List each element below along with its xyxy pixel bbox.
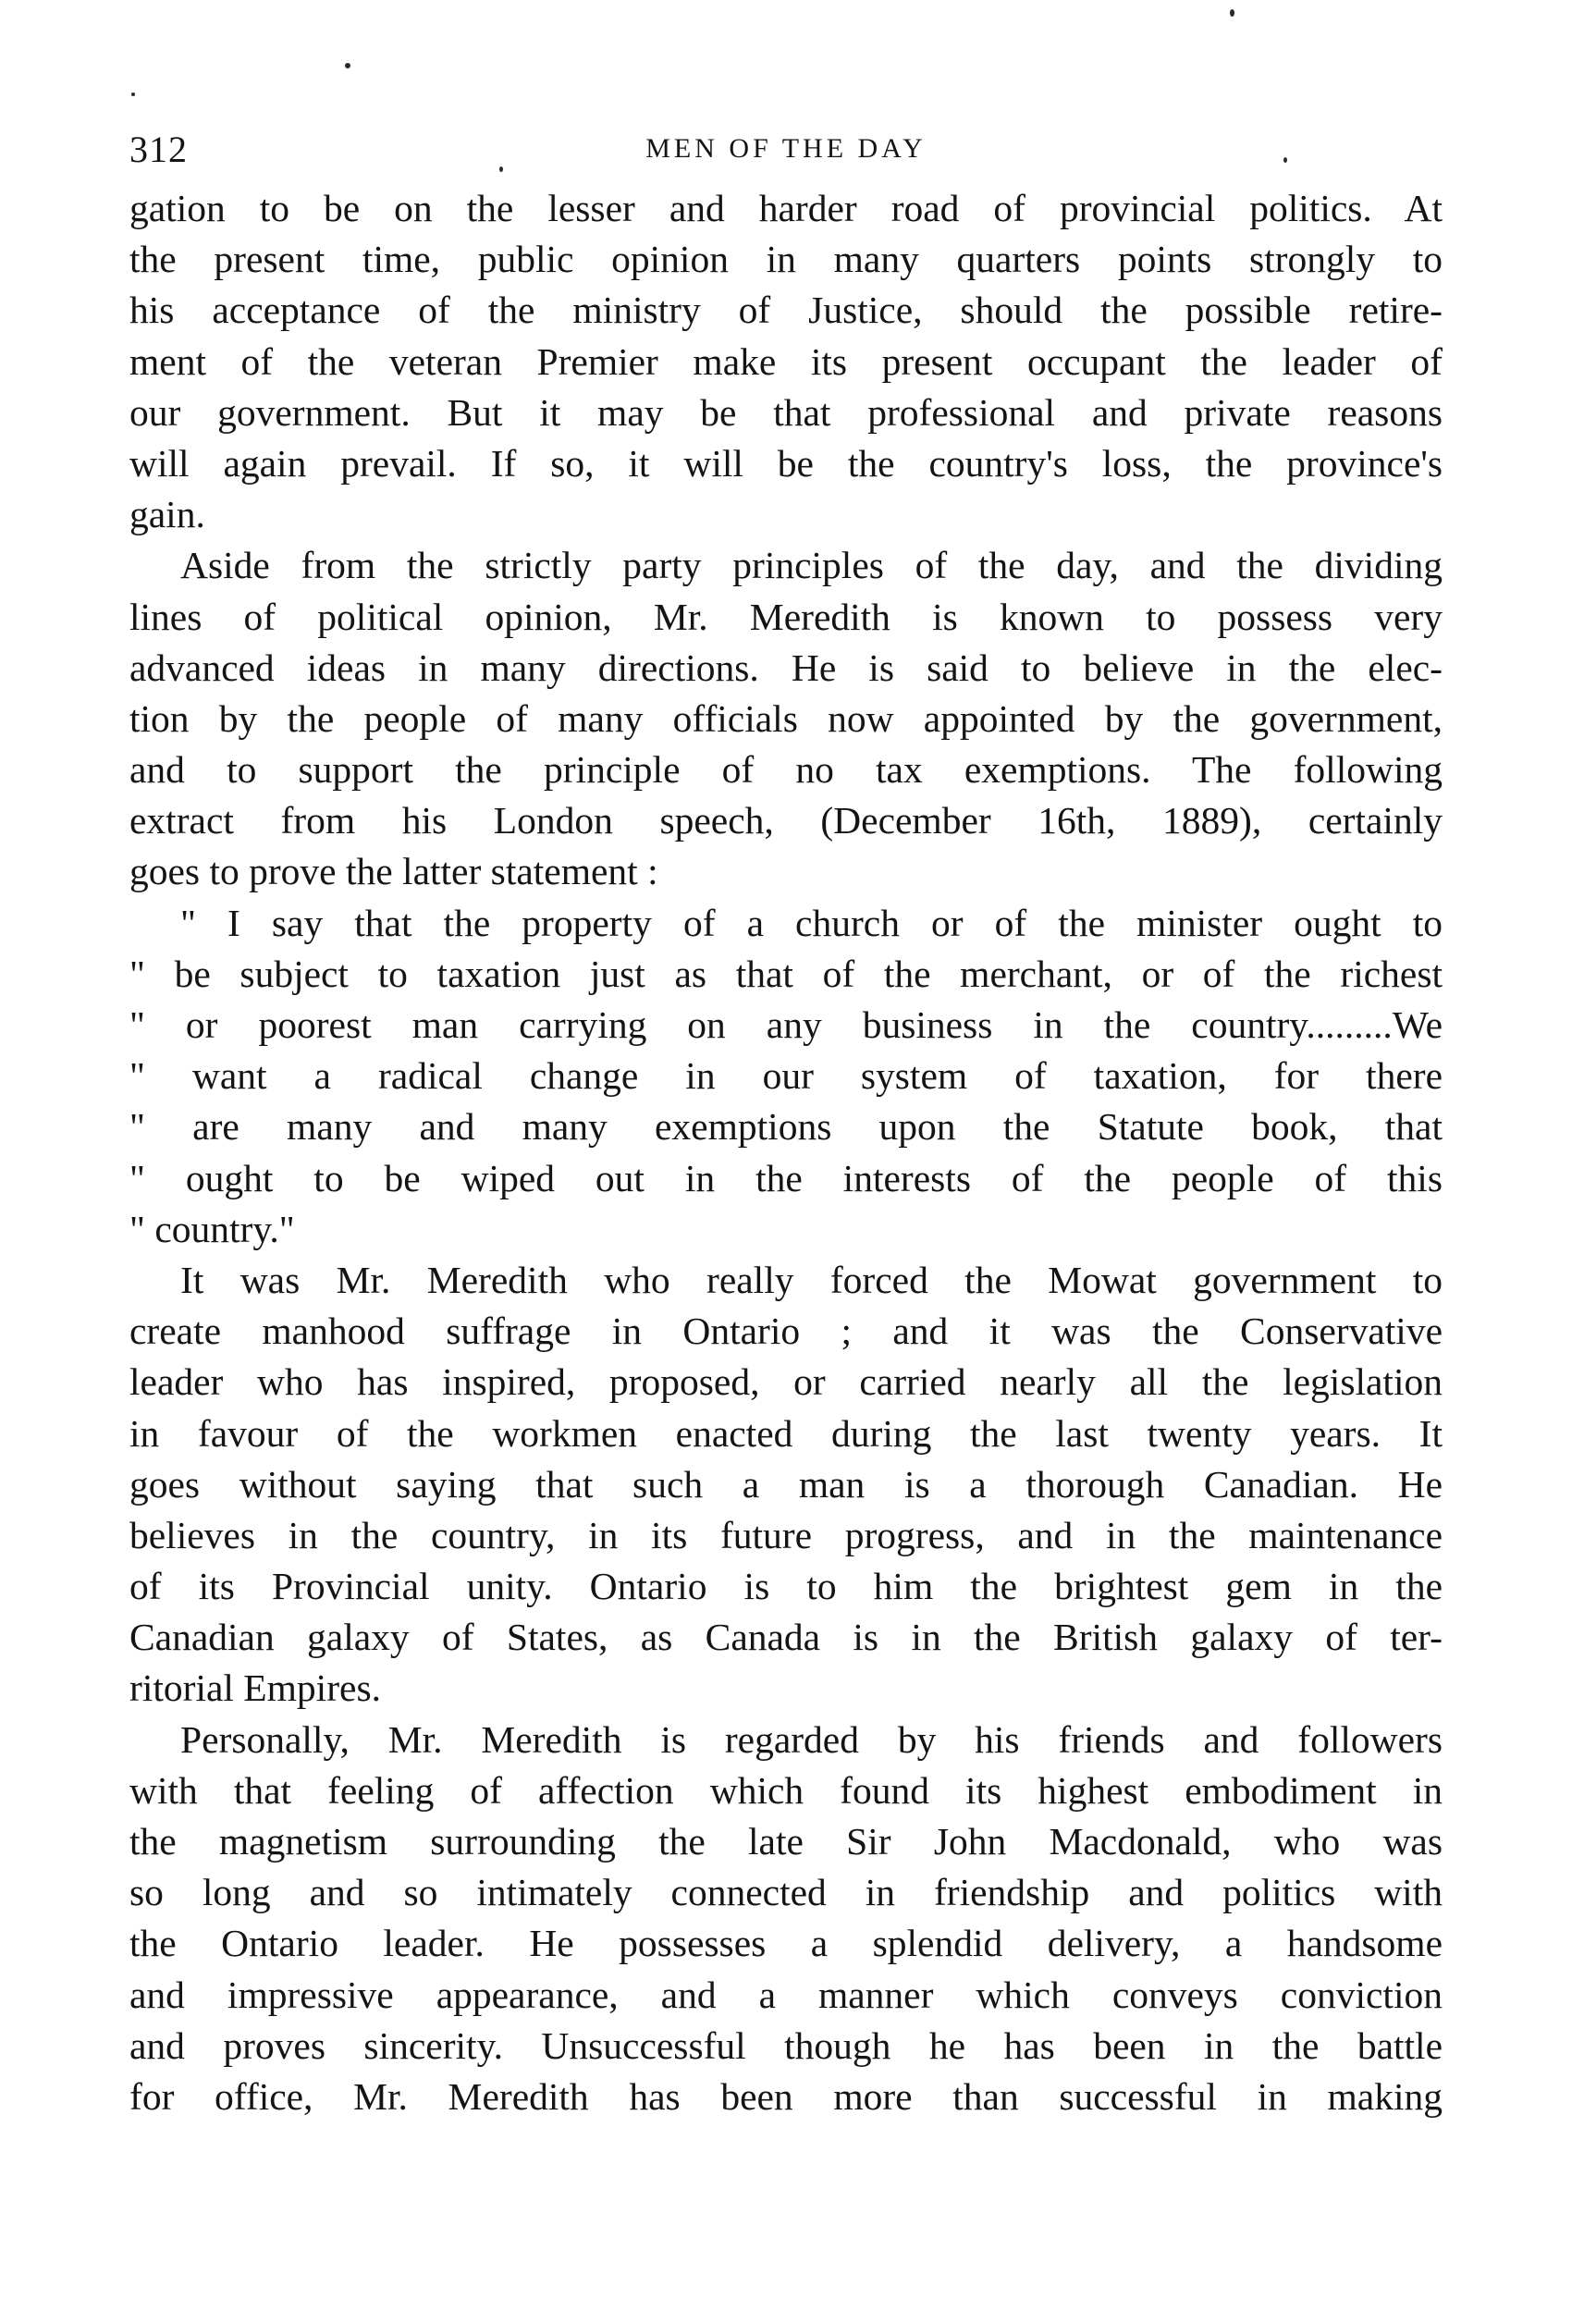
- text-line: Personally, Mr. Meredith is regarded by his friends and followers: [180, 1717, 1443, 1761]
- text-line: so long and so intimately connected in friendship and politics with: [129, 1871, 1443, 1914]
- running-head: [129, 111, 1443, 176]
- text-line: believes in the country, in its future progress, and in the maintenance: [129, 1513, 1443, 1556]
- scan-speck: [1230, 9, 1234, 17]
- text-line: " I say that the property of a church or of the minister ought to: [180, 901, 1443, 944]
- text-line: " be subject to taxation just as that of the merchant, or of the richest: [129, 952, 1443, 995]
- text-line: " or poorest man carrying on any business in the country.........We: [129, 1003, 1443, 1046]
- text-line: the Ontario leader. He possesses a splendid delivery, a handsome: [129, 1922, 1443, 1965]
- text-line: extract from his London speech, (December 16th, 1889), certainly: [129, 799, 1443, 842]
- text-line: goes without saying that such a man is a thorough Canadian. He: [129, 1462, 1443, 1506]
- text-line: goes to prove the latter statement :: [129, 850, 658, 893]
- running-title: MEN OF THE DAY: [645, 133, 927, 164]
- text-line: leader who has inspired, proposed, or carried nearly all the legislation: [129, 1360, 1443, 1404]
- text-line: lines of political opinion, Mr. Meredith is known to possess very: [129, 595, 1443, 638]
- body-text: [129, 183, 1443, 2122]
- text-line: gation to be on the lesser and harder road of provincial politics. At: [129, 187, 1443, 229]
- page-number: 312: [129, 129, 188, 170]
- text-line: in favour of the workmen enacted during the last twenty years. It: [129, 1411, 1443, 1455]
- text-line: " want a radical change in our system of taxation, for there: [129, 1054, 1443, 1098]
- text-line: will again prevail. If so, it will be the country's loss, the province's: [129, 441, 1443, 485]
- text-line: for office, Mr. Meredith has been more than successful in making: [129, 2074, 1443, 2118]
- text-line: advanced ideas in many directions. He is said to believe in the elec-: [129, 646, 1443, 689]
- text-line: ment of the veteran Premier make its present occupant the leader of: [129, 339, 1443, 383]
- text-line: and impressive appearance, and a manner which conveys conviction: [129, 1973, 1443, 2016]
- scan-speck: [345, 63, 350, 68]
- text-line: tion by the people of many officials now appointed by the government,: [129, 696, 1443, 740]
- text-line: create manhood suffrage in Ontario ; and it was the Conservative: [129, 1310, 1443, 1353]
- text-line: with that feeling of affection which found its highest embodiment in: [129, 1768, 1443, 1812]
- text-line: of its Provincial unity. Ontario is to him the brightest gem in the: [129, 1565, 1443, 1608]
- text-line: our government. But it may be that professional and private reasons: [129, 390, 1443, 434]
- text-line: ritorial Empires.: [129, 1666, 381, 1710]
- text-line: " ought to be wiped out in the interests of the people of this: [129, 1156, 1443, 1199]
- text-line: Canadian galaxy of States, as Canada is in the British galaxy of ter-: [129, 1616, 1443, 1659]
- text-line: the present time, public opinion in many quarters points strongly to: [129, 238, 1443, 281]
- text-line: " are many and many exemptions upon the Statute book, that: [129, 1105, 1443, 1149]
- text-line: It was Mr. Meredith who really forced the Mowat government to: [180, 1258, 1443, 1301]
- book-page: [129, 111, 1443, 2122]
- text-line: " country.": [129, 1207, 295, 1250]
- text-line: the magnetism surrounding the late Sir John Macdonald, who was: [129, 1820, 1443, 1863]
- scan-speck: [131, 92, 135, 96]
- text-line: and to support the principle of no tax exemptions. The following: [129, 748, 1443, 792]
- text-line: gain.: [129, 493, 205, 536]
- text-line: and proves sincerity. Unsuccessful though he has been in the battle: [129, 2023, 1443, 2067]
- text-line: Aside from the strictly party principles of the day, and the dividing: [180, 544, 1443, 587]
- text-line: his acceptance of the ministry of Justice, should the possible retire-: [129, 289, 1443, 332]
